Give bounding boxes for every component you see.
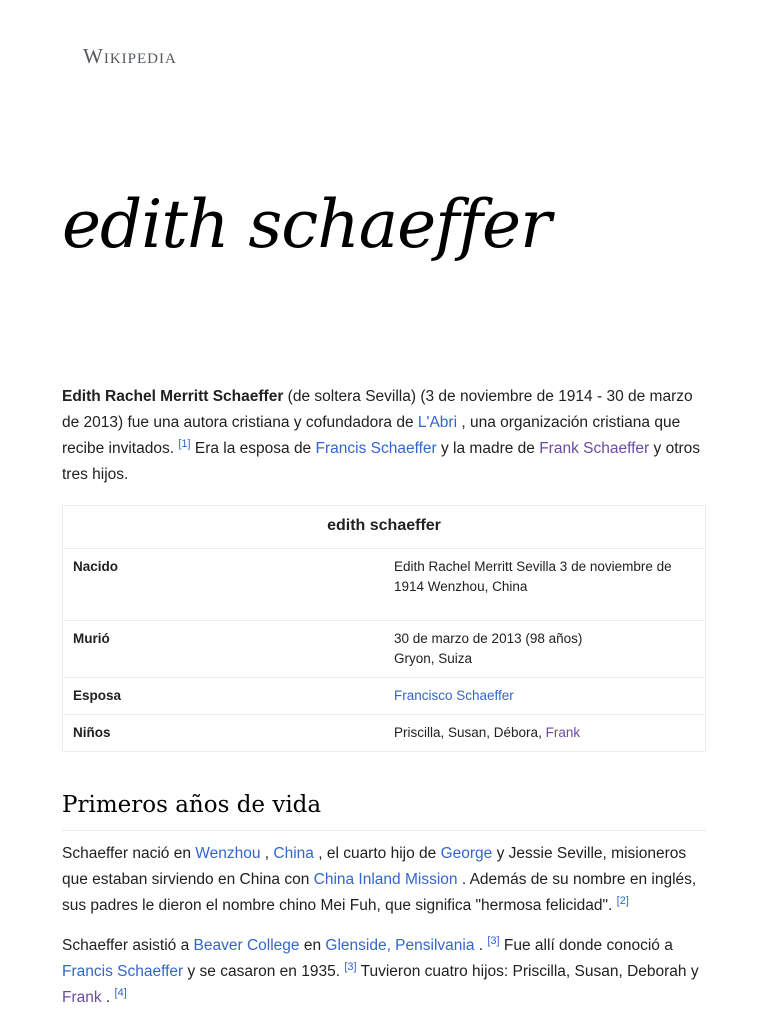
- link-frank[interactable]: Frank: [62, 989, 102, 1006]
- section-heading[interactable]: Primeros años de vida: [62, 792, 706, 831]
- intro-bold-name: Edith Rachel Merritt Schaeffer: [62, 388, 284, 405]
- link-spouse[interactable]: Francisco Schaeffer: [394, 688, 514, 703]
- infobox-caption: edith schaeffer: [62, 505, 706, 548]
- intro-text: (de soltera Sevilla) (3 de noviembre de 1914 - 30 de marzo de 2013) fue una autora cristiana y cofundadora de: [62, 388, 693, 431]
- link-george[interactable]: George: [440, 845, 493, 862]
- death-place: Gryon, Suiza: [394, 651, 473, 666]
- article-content: [62, 384, 706, 1011]
- paragraph-text: y se casaron en 1935.: [183, 963, 345, 980]
- infobox-row-died: [63, 621, 706, 678]
- link-glenside[interactable]: Glenside, Pensilvania: [325, 937, 475, 954]
- reference-4[interactable]: [4]: [114, 987, 127, 999]
- link-frank-schaeffer[interactable]: Frank Schaeffer: [539, 440, 650, 457]
- section-paragraph: [62, 933, 706, 1011]
- intro-text: Era la esposa de: [190, 440, 316, 457]
- link-francis-schaeffer[interactable]: Francis Schaeffer: [62, 963, 184, 980]
- infobox-value: [384, 678, 706, 715]
- link-labri[interactable]: L'Abri: [417, 414, 458, 431]
- reference-2[interactable]: [2]: [616, 895, 629, 907]
- infobox-label: Murió: [63, 621, 385, 678]
- link-wenzhou[interactable]: Wenzhou: [195, 845, 261, 862]
- infobox-label: Esposa: [63, 678, 385, 715]
- reference-3[interactable]: [3]: [487, 935, 500, 947]
- infobox-value: [384, 715, 706, 752]
- infobox-row-spouse: [63, 678, 706, 715]
- paragraph-text: Schaeffer nació en: [62, 845, 196, 862]
- paragraph-text: Tuvieron cuatro hijos: Priscilla, Susan, Deborah y: [356, 963, 699, 980]
- link-francis-schaeffer[interactable]: Francis Schaeffer: [315, 440, 437, 457]
- wikipedia-logo[interactable]: Wikipedia: [83, 44, 177, 68]
- paragraph-text: Fue allí donde conoció a: [499, 937, 673, 954]
- paragraph-text: y Jessie Seville, misioneros que estaban sirviendo en China con: [62, 845, 687, 888]
- page-title: edith schaeffer: [62, 186, 551, 263]
- intro-text: y otros tres hijos.: [62, 440, 701, 483]
- paragraph-text: en: [299, 937, 326, 954]
- infobox-value: [384, 621, 706, 678]
- paragraph-text: , el cuarto hijo de: [313, 845, 441, 862]
- infobox-label: Nacido: [63, 549, 385, 621]
- infobox-row-born: [63, 549, 706, 621]
- paragraph-text: .: [474, 937, 488, 954]
- infobox-value: Edith Rachel Merritt Sevilla 3 de noviembre de 1914 Wenzhou, China: [384, 549, 706, 621]
- reference-1[interactable]: [1]: [178, 438, 191, 450]
- paragraph-text: Schaeffer asistió a: [62, 937, 194, 954]
- link-beaver-college[interactable]: Beaver College: [193, 937, 300, 954]
- infobox-row-children: [63, 715, 706, 752]
- paragraph-text: . Además de su nombre en inglés, sus padres le dieron el nombre chino Mei Fuh, que significa "hermosa felicidad".: [62, 871, 697, 914]
- section-paragraph: [62, 841, 706, 919]
- infobox: [62, 505, 706, 752]
- infobox-label: Niños: [63, 715, 385, 752]
- death-date: 30 de marzo de 2013 (98 años): [394, 631, 583, 646]
- children-names: Priscilla, Susan, Débora,: [394, 725, 546, 740]
- intro-text: y la madre de: [436, 440, 540, 457]
- link-child-frank[interactable]: Frank: [545, 725, 581, 740]
- paragraph-text: ,: [260, 845, 274, 862]
- link-china-inland-mission[interactable]: China Inland Mission: [313, 871, 458, 888]
- reference-3[interactable]: [3]: [344, 961, 357, 973]
- intro-paragraph: [62, 384, 706, 488]
- intro-text: , una organización cristiana que recibe invitados.: [62, 414, 681, 457]
- link-china[interactable]: China: [273, 845, 314, 862]
- paragraph-text: .: [101, 989, 115, 1006]
